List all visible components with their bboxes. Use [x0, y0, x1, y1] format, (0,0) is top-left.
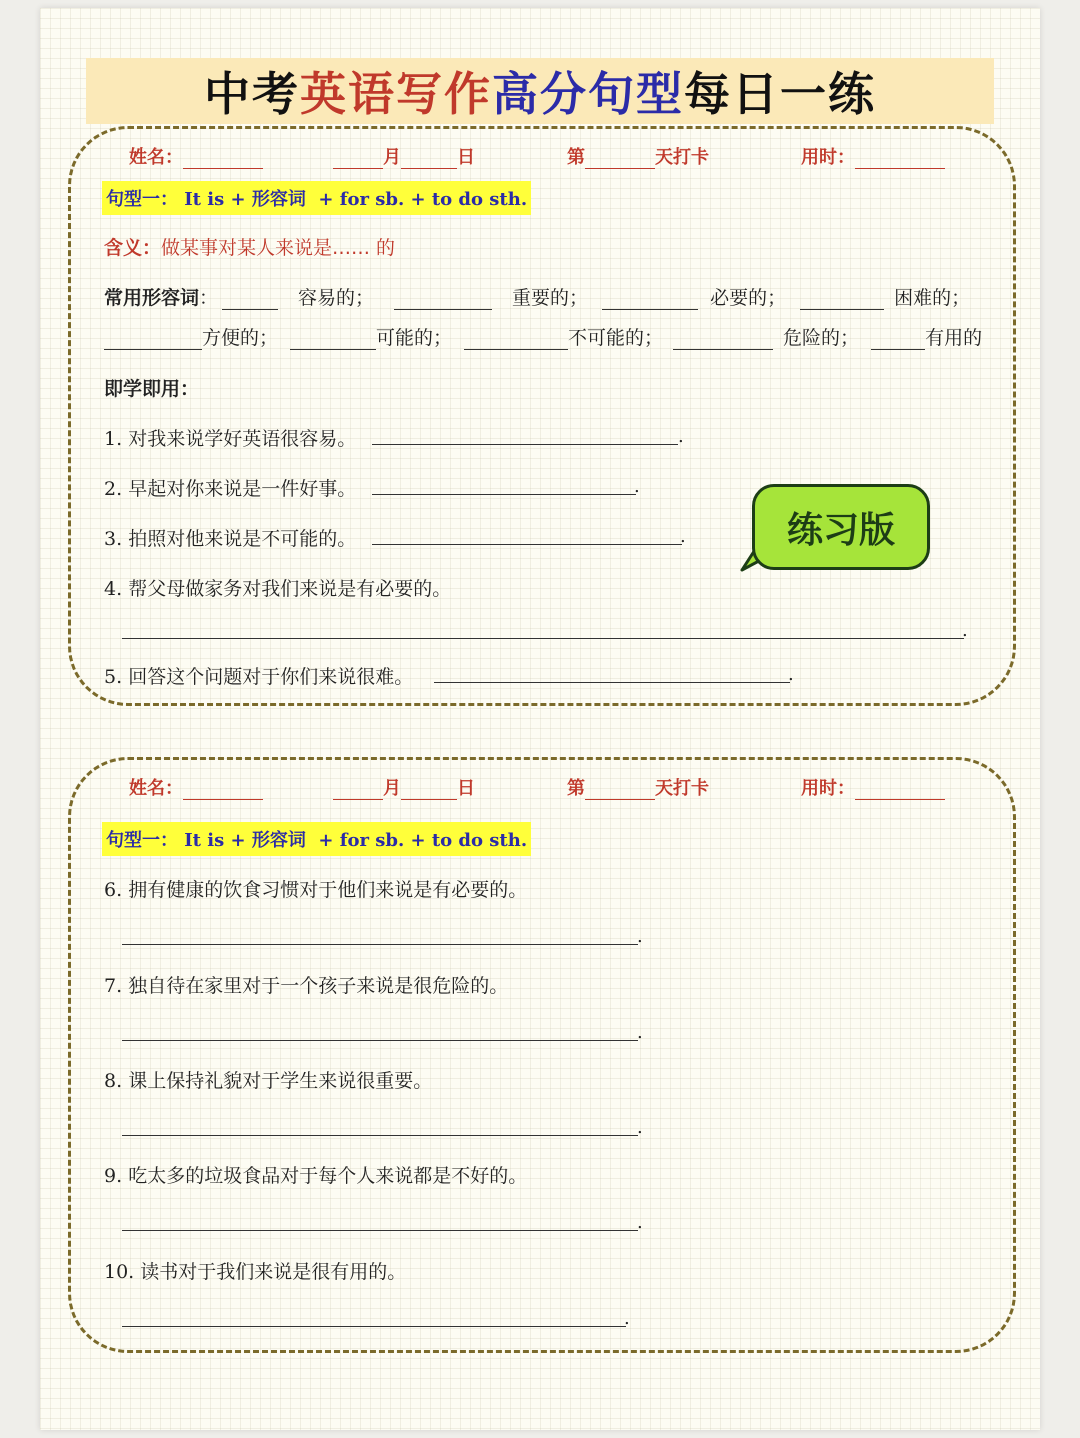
sentence-pattern: [102, 822, 531, 856]
sentence-pattern: [102, 181, 531, 215]
adj-hint: 不可能的；: [568, 327, 664, 349]
question-number: 1.: [104, 428, 123, 450]
checkin-blank[interactable]: [585, 783, 655, 800]
question-text: 拍照对他来说是不可能的。: [128, 528, 357, 550]
question-10: [104, 1257, 406, 1284]
question-4: [104, 574, 451, 601]
question-7: [104, 971, 508, 998]
page-title: [86, 58, 994, 124]
question-number: 7.: [104, 975, 123, 997]
question-5: [104, 662, 413, 689]
title-part-1: 中考: [204, 67, 300, 121]
adj-hint: 方便的；: [202, 327, 279, 349]
question-number: 5.: [104, 666, 123, 688]
answer-line-1[interactable]: [372, 443, 678, 445]
pattern-eng-1: It is +: [178, 830, 252, 851]
name-field[interactable]: [129, 774, 263, 800]
pattern-eng-1: It is +: [178, 189, 252, 210]
question-number: 3.: [104, 528, 123, 550]
checkin-label: 天打卡: [655, 147, 709, 168]
day-blank[interactable]: [401, 152, 457, 169]
adj-hint: 可能的；: [376, 327, 453, 349]
pattern-label: 句型一：: [106, 830, 178, 851]
adj-blank[interactable]: [464, 331, 568, 350]
title-part-2: 英语写作: [300, 67, 492, 121]
day-label: 日: [457, 778, 475, 799]
period: .: [637, 1022, 643, 1043]
question-3: [104, 524, 356, 551]
period: .: [678, 426, 684, 447]
answer-line-8[interactable]: [122, 1134, 638, 1136]
month-blank[interactable]: [333, 152, 383, 169]
meaning-key: 含义：: [104, 237, 162, 259]
adj-hint: 危险的；: [783, 327, 860, 349]
answer-line-7[interactable]: [122, 1039, 638, 1041]
time-label: 用时：: [801, 147, 855, 168]
question-text: 回答这个问题对于你们来说很难。: [128, 666, 414, 688]
meaning-line: [104, 233, 395, 260]
question-number: 6.: [104, 879, 123, 901]
question-9: [104, 1161, 527, 1188]
checkin-field[interactable]: [567, 774, 709, 800]
question-number: 9.: [104, 1165, 123, 1187]
time-label: 用时：: [801, 778, 855, 799]
header-row: [71, 774, 1013, 800]
question-number: 2.: [104, 478, 123, 500]
name-blank[interactable]: [183, 783, 263, 800]
practice-version-badge: 练习版: [752, 484, 930, 570]
pattern-adj: 形容词: [251, 830, 306, 851]
question-number: 10.: [104, 1261, 135, 1283]
question-text: 读书对于我们来说是很有用的。: [140, 1261, 407, 1283]
question-number: 4.: [104, 578, 123, 600]
question-text: 帮父母做家务对我们来说是有必要的。: [128, 578, 452, 600]
question-number: 8.: [104, 1070, 123, 1092]
common-adj-row-1: [104, 283, 970, 310]
adj-blank[interactable]: [602, 291, 698, 310]
adj-blank[interactable]: [673, 331, 773, 350]
question-1: [104, 424, 356, 451]
period: .: [962, 620, 968, 641]
adj-hint: 困难的；: [894, 287, 971, 309]
checkin-blank[interactable]: [585, 152, 655, 169]
adj-blank[interactable]: [871, 331, 925, 350]
month-label: 月: [383, 147, 401, 168]
meaning-value: 做某事对某人来说是…… 的: [161, 237, 396, 259]
pattern-label: 句型一：: [106, 189, 178, 210]
period: .: [637, 1117, 643, 1138]
name-label: 姓名：: [129, 147, 183, 168]
checkin-label: 天打卡: [655, 778, 709, 799]
title-part-3: 高分句型: [492, 67, 684, 121]
adj-hint: 必要的；: [710, 287, 787, 309]
question-text: 课上保持礼貌对于学生来说很重要。: [128, 1070, 433, 1092]
answer-line-3[interactable]: [372, 543, 682, 545]
adj-hint: 容易的；: [298, 287, 375, 309]
adj-hint: 有用的: [925, 327, 983, 349]
adj-blank[interactable]: [800, 291, 884, 310]
date-field[interactable]: [333, 774, 475, 800]
answer-line-6[interactable]: [122, 943, 638, 945]
period: .: [634, 476, 640, 497]
common-adj-colon: ：: [199, 287, 219, 309]
period: .: [624, 1308, 630, 1329]
answer-line-10[interactable]: [122, 1325, 626, 1327]
name-field[interactable]: [129, 143, 263, 169]
month-blank[interactable]: [333, 783, 383, 800]
date-field[interactable]: [333, 143, 475, 169]
question-text: 独自待在家里对于一个孩子来说是很危险的。: [128, 975, 509, 997]
question-text: 拥有健康的饮食习惯对于他们来说是有必要的。: [128, 879, 528, 901]
answer-line-4[interactable]: [122, 637, 964, 639]
time-blank[interactable]: [855, 783, 945, 800]
di-label: 第: [567, 778, 585, 799]
pattern-eng-2: + for sb. + to do sth.: [305, 189, 528, 210]
adj-blank[interactable]: [104, 331, 202, 350]
adj-hint: 重要的；: [512, 287, 589, 309]
period: .: [680, 526, 686, 547]
answer-line-5[interactable]: [434, 681, 790, 683]
question-2: [104, 474, 356, 501]
name-label: 姓名：: [129, 778, 183, 799]
answer-line-2[interactable]: [372, 493, 636, 495]
name-blank[interactable]: [183, 152, 263, 169]
question-6: [104, 875, 527, 902]
common-adj-row-2: [104, 323, 982, 350]
time-field[interactable]: [801, 774, 945, 800]
di-label: 第: [567, 147, 585, 168]
time-field[interactable]: [801, 143, 945, 169]
period: .: [788, 664, 794, 685]
question-text: 吃太多的垃圾食品对于每个人来说都是不好的。: [128, 1165, 528, 1187]
checkin-field[interactable]: [567, 143, 709, 169]
time-blank[interactable]: [855, 152, 945, 169]
pattern-adj: 形容词: [251, 189, 306, 210]
question-text: 早起对你来说是一件好事。: [128, 478, 357, 500]
question-8: [104, 1066, 432, 1093]
practice-label: 即学即用：: [104, 378, 200, 400]
adj-blank[interactable]: [394, 291, 492, 310]
title-part-4: 每日一练: [684, 67, 876, 121]
day-blank[interactable]: [401, 783, 457, 800]
period: .: [637, 1212, 643, 1233]
pattern-eng-2: + for sb. + to do sth.: [305, 830, 528, 851]
adj-blank[interactable]: [222, 291, 278, 310]
question-text: 对我来说学好英语很容易。: [128, 428, 357, 450]
answer-line-9[interactable]: [122, 1229, 638, 1231]
month-label: 月: [383, 778, 401, 799]
adj-blank[interactable]: [290, 331, 376, 350]
day-label: 日: [457, 147, 475, 168]
common-adj-label: 常用形容词: [104, 287, 200, 309]
period: .: [637, 926, 643, 947]
header-row: [71, 143, 1013, 169]
